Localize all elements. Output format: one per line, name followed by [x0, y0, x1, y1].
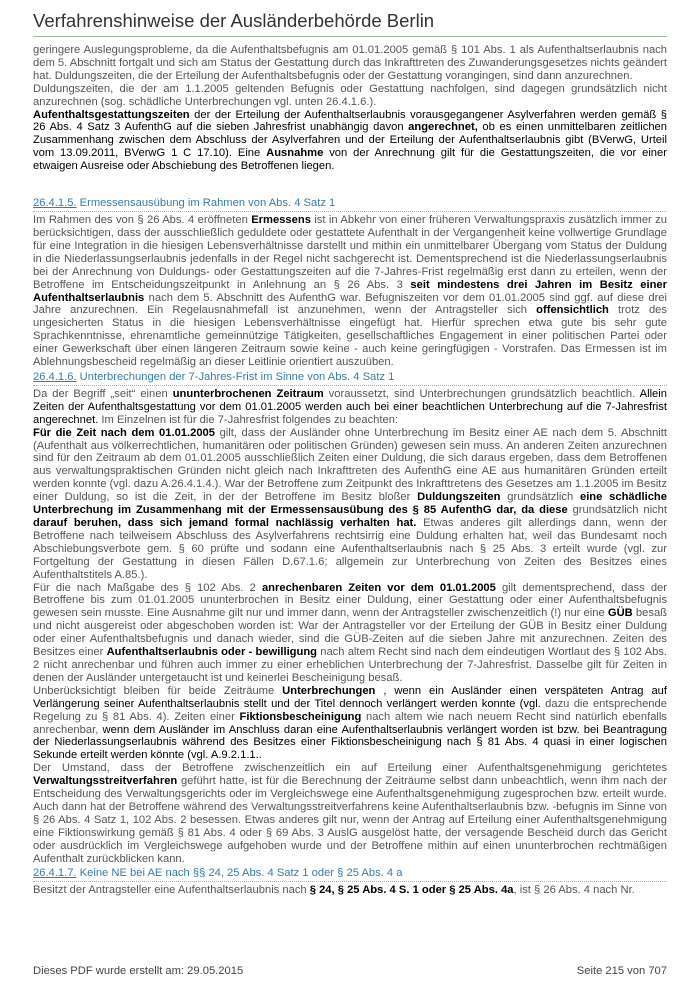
footer-created-date: Dieses PDF wurde erstellt am: 29.05.2015: [33, 965, 244, 977]
section-number-link[interactable]: 26.4.1.6.: [33, 370, 77, 383]
paragraph: Aufenthaltsgestattungszeiten der der Erteilung der Aufenthaltserlaubnis vorausgegangener Asylverfahren werden gemäß § 26 Abs. 4 Satz 3 AufenthG auf die sieben Jahresfrist unabhängig davon angerechnet, ob es einen unmittelbaren zeitlichen Zusammenhang zwischen dem Abschluss der Asylverfahren und der Erteilung der Aufenthaltserlaubnis gibt (BVerwG, Urteil vom 13.09.2011, BVerwG 1 C 17.10). Eine Ausnahme von der Anrechnung gilt für die Gestattungszeiten, die vor einer etwaigen Ausreise oder Abschiebung des Betroffenen liegen.: [33, 108, 667, 173]
section-heading: 26.4.1.7. Keine NE bei AE nach §§ 24, 25 Abs. 4 Satz 1 oder § 25 Abs. 4 a: [33, 867, 667, 882]
paragraph: geringere Auslegungsprobleme, da die Aufenthaltsbefugnis am 01.01.2005 gemäß § 101 Abs. 1 als Aufenthaltserlaubnis nach dem 5. Abschnitt fortgalt und sich am Status der Gestattung durch das Inkrafttreten des Zuwanderungsgesetzes nichts geändert hat. Duldungszeiten, die der Erteilung der Aufenthaltsbefugnis oder der Gestattung vorangingen, sind dann anzurechnen.: [33, 44, 667, 82]
page-footer: [33, 965, 667, 978]
paragraph: Für die Zeit nach dem 01.01.2005 gilt, dass der Ausländer ohne Unterbrechung im Besitz einer AE nach dem 5. Abschnitt (Aufenthalt aus völkerrechtlichen, humanitären oder politischen Gründen) gewesen sein muss. An anderen Zeiten anzurechnen sind für den Zeitraum ab dem 01.01.2005 ausschließlich Zeiten einer Duldung, die sich daraus ergeben, dass dem Betroffenen aus verwaltungspraktischen Gründen nicht gleich nach Inkrafttreten des AufenthG eine AE aus humanitären Gründen erteilt werden konnte (vgl. dazu A.26.4.1.4.). War der Betroffene zum Zeitpunkt des Inkrafttretens des Gesetzes am 1.1.2005 im Besitz einer Duldung, so ist die Zeit, in der der Betroffene im Besitz bloßer Duldungszeiten grundsätzlich eine schädliche Unterbrechung im Zusammenhang mit der Ermessensausübung des § 85 AufenthG dar, da diese grundsätzlich nicht darauf beruhen, dass sich jemand formal nachlässig verhalten hat. Etwas anderes gilt allerdings dann, wenn der Betroffene nach teilweisem Abschluss des Asylverfahrens rechtsirrig eine Duldung erhalten hat, weil das Bundesamt noch Abschiebungsverbote gem. § 60 prüfte und sodann eine Aufenthaltserlaubnis nach § 25 Abs. 3 erteilt wurde (vgl. zur Fortgeltung der Gestattung in diesen Fällen D.67.1.6; allgemein zur Unterbrechung von Zeiten des Besitzes eines Aufenthaltstitels A.85.).: [33, 426, 667, 581]
paragraph: Duldungszeiten, die der am 1.1.2005 geltenden Befugnis oder Gestattung nachfolgen, sind dagegen grundsätzlich nicht anzurechnen (sog. schädliche Unterbrechungen vgl. unten 26.4.1.6.).: [33, 82, 667, 108]
footer-page-number: Seite 215 von 707: [576, 965, 667, 977]
section-heading: 26.4.1.5. Ermessensausübung im Rahmen von Abs. 4 Satz 1: [33, 197, 667, 212]
paragraph: Besitzt der Antragsteller eine Aufenthaltserlaubnis nach § 24, § 25 Abs. 4 S. 1 oder § 25 Abs. 4a, ist § 26 Abs. 4 nach Nr.: [33, 884, 635, 897]
paragraph: Im Rahmen des von § 26 Abs. 4 eröffneten Ermessens ist in Abkehr von einer früheren Verwaltungspraxis zusätzlich immer zu berücksichtigen, dass der ausschließlich geduldete oder gestattete Aufenthalt in der Vergangenheit keine vollwertige Grundlage für eine Integration in die hiesigen Lebensverhältnisse darstellt und mithin ein unmittelbarer Übergang vom Status der Duldung in die Niederlassungserlaubnis jedenfalls in der Regel nicht sachgerecht ist. Dementsprechend ist die Niederlassungserlaubnis bei der Anrechnung von Duldungs- oder Gestattungszeiten auf die 7-Jahres-Frist regelmäßig erst dann zu erteilen, wenn der Betroffene im Entscheidungszeitpunkt in Anlehnung an § 26 Abs. 3 seit mindestens drei Jahren im Besitz einer Aufenthaltserlaubnis nach dem 5. Abschnitt des AufenthG war. Befugniszeiten vor dem 01.01.2005 sind ggf. auf diese drei Jahre anzurechnen. Ein Regelausnahmefall ist anzunehmen, wenn der Antragsteller sich offensichtlich trotz des ungesicherten Status in die hiesigen Lebensverhältnisse eingefügt hat. Hierfür sprechen etwa gute bis sehr gute Sprachkenntnisse, ehrenamtliche gemeinnützige Tätigkeiten, gesellschaftliches Engagement in einer politischen Partei oder einer Gewerkschaft über einen längeren Zeitraum sowie keine - auch keine geringfügigen - Vorstrafen. Das Ermessen ist im Ablehnungsbescheid regelmäßig an dieser Leitlinie orientiert auszuüben.: [33, 214, 667, 369]
paragraph: Für die nach Maßgabe des § 102 Abs. 2 anrechenbaren Zeiten vor dem 01.01.2005 gilt dementsprechend, dass der Betroffene bis zum 01.01.2005 ununterbrochen in Besitz einer Duldung, einer Gestattung oder einer Aufenthaltsbefugnis gewesen sein musste. Eine Ausnahme gilt nur und immer dann, wenn der Antragsteller zwischenzeitlich (!) nur eine GÜB besaß und nicht ausgereist oder abgeschoben worden ist: War der Antragsteller vor der Erteilung der GÜB in Besitz einer Duldung oder einer Aufenthaltsbefugnis und danach wieder, sind die GÜB-Zeiten auf die sieben Jahre mit anzurechnen. Zeiten des Besitzes einer Aufenthaltserlaubnis oder - bewilligung nach altem Recht sind nach dem eindeutigen Wortlaut des § 102 Abs. 2 nicht anrechenbar und führen auch immer zu einer erheblichen Unterbrechung der 7-Jahresfrist. Dasselbe gilt für Zeiten in denen der Ausländer untergetaucht ist und keinerlei Bescheinigung besaß.: [33, 581, 668, 684]
paragraph: Unberücksichtigt bleiben für beide Zeiträume Unterbrechungen , wenn ein Ausländer einen verspäteten Antrag auf Verlängerung seiner Aufenthaltserlaubnis stellt und der Titel dennoch verlängert werden konnte (vgl. dazu die entsprechende Regelung zu § 81 Abs. 4). Zeiten einer Fiktionsbescheinigung nach altem wie nach neuem Recht sind natürlich ebenfalls anrechenbar, wenn dem Ausländer im Anschluss daran eine Aufenthaltserlaubnis verlängert worden ist bzw. bei Beantragung der Niederlassungserlaubnis während des Besitzes einer Fiktionsbescheinigung nach § 81 Abs. 4 quasi in einer logischen Sekunde erteilt werden könnte (vgl. A.9.2.1.1..: [33, 684, 668, 762]
section-number-link[interactable]: 26.4.1.5.: [33, 197, 77, 210]
spacer: [33, 173, 667, 195]
section-number-link[interactable]: 26.4.1.7.: [33, 867, 77, 880]
section-heading: 26.4.1.6. Unterbrechungen der 7-Jahres-Frist im Sinne von Abs. 4 Satz 1: [33, 371, 667, 386]
paragraph: Da der Begriff „seit“ einen ununterbrochenen Zeitraum voraussetzt, sind Unterbrechungen grundsätzlich beachtlich. Allein Zeiten der Aufenthaltsgestattung vor dem 01.01.2005 werden auch bei einer beachtlichen Unterbrechung auf die 7-Jahresfrist angerechnet. Im Einzelnen ist für die 7-Jahresfrist folgendes zu beachten:: [33, 387, 667, 426]
page-title: Verfahrenshinweise der Ausländerbehörde Berlin: [33, 10, 667, 37]
document-body: [33, 44, 667, 897]
paragraph: Der Umstand, dass der Betroffene zwischenzeitlich ein auf Erteilung einer Aufenthaltsgenehmigung gerichtetes Verwaltungsstreitverfahren geführt hatte, ist für die Berechnung der Zeiträume selbst dann unbeachtlich, wenn ihm nach der Entscheidung des Verwaltungsgerichts oder im Vergleichswege eine Aufenthaltsgenehmigung zugesprochen bzw. erteilt wurde. Auch dann hat der Betroffene während des Verwaltungsstreitverfahrens keine Aufenthaltserlaubnis bzw. -befugnis im Sinne von § 26 Abs. 4 Satz 1, 102 Abs. 2 besessen. Etwas anderes gilt nur, wenn der Antrag auf Erteilung einer Aufenthaltsgenehmigung eine Fiktionswirkung gemäß § 81 Abs. 4 oder § 69 Abs. 3 AuslG ausgelöst hatte, der versagende Bescheid durch das Gericht oder ausdrücklich im Vergleichswege aufgehoben wurde und der Betroffene mithin auf einen ununterbrochen rechtmäßigen Aufenthalt zurückblicken kann.: [33, 762, 667, 865]
